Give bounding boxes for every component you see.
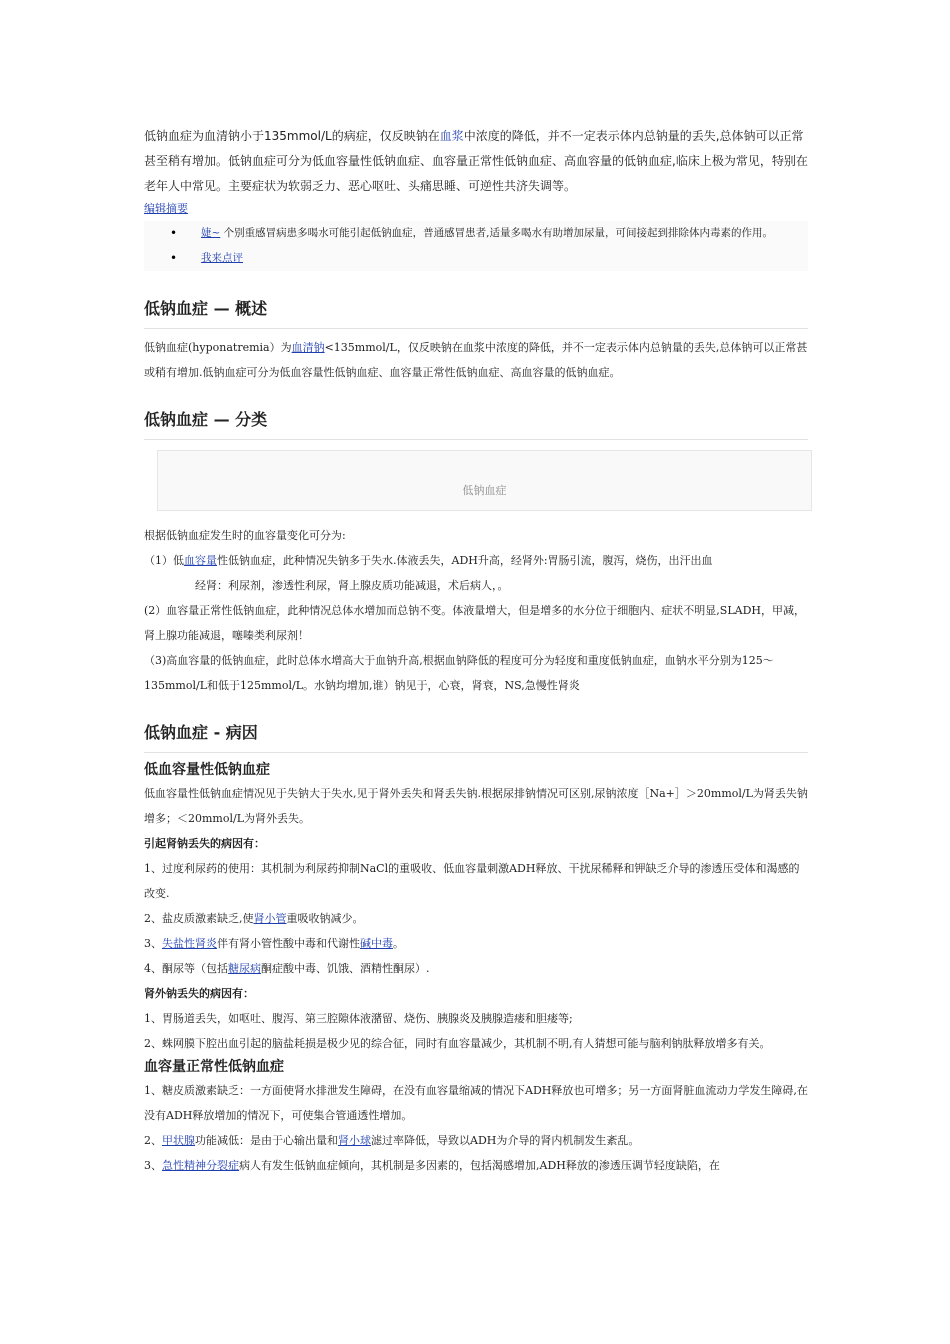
item1-text-b: 性低钠血症，此种情况失钠多于失水.体液丢失，ADH升高，经肾外:胃肠引流，腹泻，烧伤，出汗出血	[217, 554, 713, 567]
renal-loss-label: 引起肾钠丢失的病因有：	[144, 837, 265, 850]
extrarenal-loss-label: 肾外钠丢失的病因有：	[144, 987, 254, 1000]
renal-tubule-link[interactable]: 肾小管	[253, 912, 287, 925]
salt-losing-nephritis-link[interactable]: 失盐性肾炎	[162, 937, 217, 950]
intro-text-2: 中浓度的降低，并不一定表示体内总钠量的丢失,总体钠可以正常甚至稍有增加。低钠血症可分为低血容量性低钠血症、血容量正常性低钠血症、高血容量的低钠血症,临床上极为常见，特别在老年人中常见。主要症状为软弱乏力、恶心呕吐、头痛思睡、可逆性共济失调等。	[144, 129, 808, 193]
comment-text: 个别重感冒病患多喝水可能引起低钠血症，普通感冒患者,适量多喝水有助增加尿量，可间接起到排除体内毒素的作用。	[220, 227, 773, 239]
renal-cause-3	[144, 931, 808, 956]
extrarenal-cause-2: 2、蛛网膜下腔出血引起的脑盐耗损是极少见的综合征，同时有血容量减少，其机制不明,有人猜想可能与脑利钠肽释放增多有关。	[144, 1037, 771, 1050]
alkalosis-link[interactable]: 碱中毒	[360, 937, 393, 950]
figure-image	[157, 450, 812, 511]
comment-item	[144, 246, 808, 271]
figure-caption: 低钠血症	[462, 484, 507, 497]
overview-text-1: 低钠血症(hyponatremia）为	[144, 341, 292, 354]
r4-text-b: 酮症酸中毒、饥饿、酒精性酮尿）.	[261, 962, 430, 975]
normovolemic-cause-3	[144, 1153, 808, 1178]
classification-lead: 根据低钠血症发生时的血容量变化可分为:	[144, 529, 346, 542]
bullet-icon: •	[170, 251, 178, 265]
intro-paragraph	[144, 124, 808, 199]
overview-paragraph	[144, 335, 808, 385]
extrarenal-cause-1: 1、胃肠道丢失，如呕吐、腹泻、第三腔隙体液潴留、烧伤、胰腺炎及胰腺造瘘和胆瘘等;	[144, 1012, 573, 1025]
classification-heading: 低钠血症 — 分类	[144, 409, 808, 440]
classification-item-2: (2）血容量正常性低钠血症，此种情况总体水增加而总钠不变。体液量增大，但是增多的水分位于细胞内、症状不明显,SLADH，甲减，肾上腺功能减退，噻嗪类利尿剂！	[144, 604, 805, 642]
comments-list	[144, 221, 808, 271]
plasma-link[interactable]: 血浆	[439, 129, 464, 143]
glomerulus-link[interactable]: 肾小球	[338, 1134, 371, 1147]
r2-text-a: 2、盐皮质激素缺乏,使	[144, 912, 254, 925]
classification-item-1	[144, 548, 808, 573]
n3-text-a: 3、	[144, 1159, 162, 1172]
thyroid-link[interactable]: 甲状腺	[162, 1134, 195, 1147]
n2-text-a: 2、	[144, 1134, 162, 1147]
renal-cause-2	[144, 906, 808, 931]
n2-text-c: 滤过率降低，导致以ADH为介导的肾内机制发生紊乱。	[371, 1134, 640, 1147]
classification-item-1-cont: 经肾：利尿剂，渗透性利尿，肾上腺皮质功能减退，术后病人，。	[195, 579, 509, 592]
add-comment-link[interactable]: 我来点评	[201, 252, 243, 264]
intro-text-1: 低钠血症为血清钠小于135mmol/L的病症，仅反映钠在	[144, 129, 440, 143]
comment-item	[144, 221, 808, 246]
item1-text-a: （1）低	[144, 554, 184, 567]
blood-volume-link[interactable]: 血容量	[184, 554, 217, 567]
bullet-icon: •	[170, 226, 178, 240]
r4-text-a: 4、酮尿等（包括	[144, 962, 228, 975]
normovolemic-cause-1: 1、糖皮质激素缺乏：一方面使肾水排泄发生障碍，在没有血容量缩减的情况下ADH释放也可增多；另一方面肾脏血流动力学发生障碍,在没有ADH释放增加的情况下，可使集合管通透性增加。	[144, 1084, 808, 1122]
r3-text-c: 。	[393, 937, 404, 950]
n3-text-b: 病人有发生低钠血症倾向，其机制是多因素的，包括渴感增加,ADH释放的渗透压调节轻度缺陷，在	[239, 1159, 720, 1172]
serum-sodium-link[interactable]: 血清钠	[291, 341, 325, 354]
edit-summary-link[interactable]: 编辑摘要	[144, 202, 188, 215]
schizophrenia-link[interactable]: 急性精神分裂症	[162, 1159, 239, 1172]
hypovolemic-subheading: 低血容量性低钠血症	[144, 762, 270, 778]
classification-item-3: （3)高血容量的低钠血症，此时总体水增高大于血钠升高,根据血钠降低的程度可分为轻度和重度低钠血症，血钠水平分别为125～135mmol/L和低于125mmol/L。水钠均增加,谁）钠见于，心衰，肾衰，NS,急慢性肾炎	[144, 654, 774, 692]
hypovolemic-paragraph: 低血容量性低钠血症情况见于失钠大于失水,见于肾外丢失和肾丢失钠.根据尿排钠情况可区别,尿钠浓度［Na+］＞20mmol/L为肾丢失钠增多；＜20mmol/L为肾外丢失。	[144, 787, 808, 825]
renal-cause-1: 1、过度利尿药的使用：其机制为利尿药抑制NaCl的重吸收、低血容量刺激ADH释放、干扰尿稀释和钾缺乏介导的渗透压受体和渴感的改变.	[144, 862, 800, 900]
overview-text-2: <135mmol/L，仅反映钠在血浆中浓度的降低，并不一定表示体内总钠量的丢失,总体钠可以正常甚或稍有增加.低钠血症可分为低血容量性低钠血症、血容量正常性低钠血症、高血容量的低钠血症。	[144, 341, 808, 379]
overview-heading: 低钠血症 — 概述	[144, 298, 808, 329]
etiology-heading: 低钠血症 - 病因	[144, 722, 808, 753]
r3-text-b: 伴有肾小管性酸中毒和代谢性	[217, 937, 360, 950]
comment-author-link[interactable]: 婕~	[201, 227, 221, 239]
normovolemic-cause-2	[144, 1128, 808, 1153]
renal-cause-4	[144, 956, 808, 981]
normovolemic-subheading: 血容量正常性低钠血症	[144, 1059, 284, 1075]
n2-text-b: 功能减低：是由于心输出量和	[195, 1134, 338, 1147]
diabetes-link[interactable]: 糖尿病	[228, 962, 261, 975]
article	[144, 124, 808, 1178]
r3-text-a: 3、	[144, 937, 162, 950]
r2-text-b: 重吸收钠减少。	[286, 912, 364, 925]
